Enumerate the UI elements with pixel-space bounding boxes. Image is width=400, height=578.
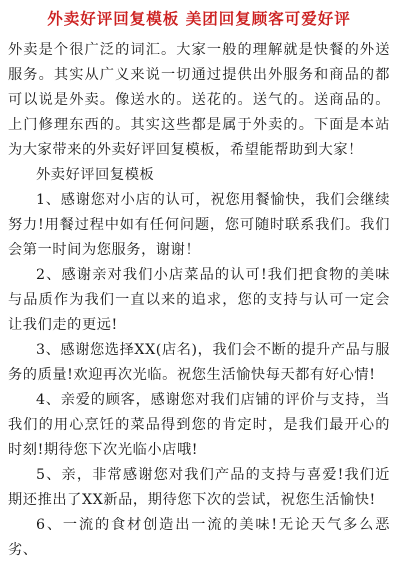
reply-item-3: 3、感谢您选择XX(店名)，我们会不断的提升产品与服务的质量!欢迎再次光临。祝您生活愉快每天都有好心情! xyxy=(8,342,390,383)
intro-paragraph: 外卖是个很广泛的词汇。大家一般的理解就是快餐的外送服务。其实从广义来说一切通过提供出外服务和商品的都可以说是外卖。像送水的。送花的。送气的。送商品的。上门修理东西的。其实这些都是属于外卖的。下面是本站为大家带来的外卖好评回复模板，希望能帮助到大家！ xyxy=(8,42,390,158)
reply-item-6: 6、一流的食材创造出一流的美味!无论天气多么恶劣、 xyxy=(8,517,390,558)
reply-item-2: 2、感谢亲对我们小店菜品的认可!我们把食物的美味与品质作为我们一直以来的追求，您的支持与认可一定会让我们走的更远! xyxy=(8,267,390,333)
section-heading: 外卖好评回复模板 xyxy=(36,167,155,183)
document-title: 外卖好评回复模板 美团回复顾客可爱好评 xyxy=(47,9,351,28)
reply-item-4: 4、亲爱的顾客，感谢您对我们店铺的评价与支持，当我们的用心烹饪的菜品得到您的肯定时，是我们最开心的时刻!期待您下次光临小店哦! xyxy=(8,392,390,458)
reply-item-5: 5、亲，非常感谢您对我们产品的支持与喜爱!我们近期还推出了XX新品，期待您下次的尝试，祝您生活愉快! xyxy=(8,467,390,508)
reply-item-1: 1、感谢您对小店的认可，祝您用餐愉快，我们会继续努力!用餐过程中如有任何问题，您可随时联系我们。我们会第一时间为您服务，谢谢！ xyxy=(8,192,390,258)
